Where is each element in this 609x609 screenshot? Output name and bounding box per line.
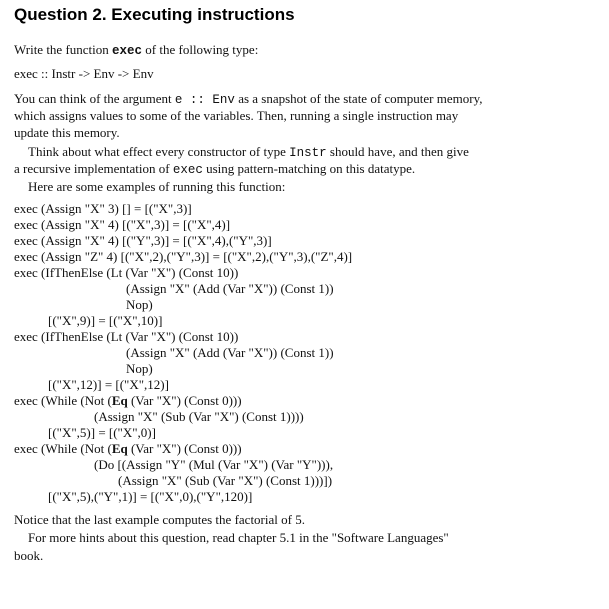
question-heading: Question 2. Executing instructions	[14, 5, 295, 24]
example-line	[14, 441, 242, 456]
example-segment: exec (While (Not (	[14, 441, 112, 456]
para2-line1-post: should have, and then give	[326, 144, 469, 159]
para1-line1	[14, 91, 482, 108]
intro-fn: exec	[112, 44, 143, 58]
example-segment: (Var "X") (Const 0)))	[127, 441, 242, 456]
example-line: exec (IfThenElse (Lt (Var "X") (Const 10))	[14, 265, 239, 280]
hints-line2: book.	[14, 548, 44, 563]
para2-line2-post: using pattern-matching on this datatype.	[202, 161, 416, 176]
example-line: exec (Assign "X" 3) [] = [("X",3)]	[14, 201, 192, 216]
example-line: [("X",9)] = [("X",10)]	[48, 313, 163, 328]
example-bold-keyword: Eq	[111, 441, 128, 456]
para1-line1-pre: You can think of the argument	[14, 91, 175, 106]
para2-line1-pre: Think about what effect every constructor of type	[28, 144, 290, 159]
example-line: Nop)	[126, 297, 153, 312]
para2-line2-code: exec	[172, 163, 203, 177]
para2-line1-code: Instr	[289, 146, 327, 160]
para3: Here are some examples of running this function:	[28, 179, 286, 194]
example-segment: exec (While (Not (	[14, 393, 112, 408]
example-line: (Do [(Assign "Y" (Mul (Var "X") (Var "Y"))),	[94, 457, 334, 472]
example-line: [("X",12)] = [("X",12)]	[48, 377, 169, 392]
example-line: [("X",5)] = [("X",0)]	[48, 425, 156, 440]
intro-pre: Write the function	[14, 42, 113, 57]
para1-line3: update this memory.	[14, 125, 120, 140]
type-signature: exec :: Instr -> Env -> Env	[14, 66, 154, 81]
para2-line1	[28, 144, 469, 161]
example-line: (Assign "X" (Sub (Var "X") (Const 1))))	[94, 409, 304, 424]
example-segment: (Var "X") (Const 0)))	[127, 393, 242, 408]
para1-line2: which assigns values to some of the variables. Then, running a single instruction may	[14, 108, 459, 123]
intro-post: of the following type:	[142, 42, 259, 57]
hints-line1: For more hints about this question, read chapter 5.1 in the "Software Languages"	[28, 530, 449, 545]
example-line: (Assign "X" (Sub (Var "X") (Const 1)))])	[118, 473, 333, 488]
para2-line2	[14, 161, 415, 178]
para1-line1-code: e :: Env	[174, 93, 235, 107]
example-line: exec (Assign "Z" 4) [("X",2),("Y",3)] = [("X",2),("Y",3),("Z",4)]	[14, 249, 353, 264]
intro-line	[14, 42, 258, 59]
example-line: exec (IfThenElse (Lt (Var "X") (Const 10))	[14, 329, 239, 344]
example-line: (Assign "X" (Add (Var "X")) (Const 1))	[126, 281, 334, 296]
example-line: [("X",5),("Y",1)] = [("X",0),("Y",120)]	[48, 489, 253, 504]
example-bold-keyword: Eq	[111, 393, 128, 408]
example-line	[14, 393, 242, 408]
example-line: Nop)	[126, 361, 153, 376]
example-line: (Assign "X" (Add (Var "X")) (Const 1))	[126, 345, 334, 360]
notice-text: Notice that the last example computes the factorial of 5.	[14, 512, 305, 527]
para2-line2-pre: a recursive implementation of	[14, 161, 173, 176]
example-line: exec (Assign "X" 4) [("Y",3)] = [("X",4),("Y",3)]	[14, 233, 272, 248]
para1-line1-post: as a snapshot of the state of computer memory,	[234, 91, 483, 106]
example-line: exec (Assign "X" 4) [("X",3)] = [("X",4)]	[14, 217, 231, 232]
